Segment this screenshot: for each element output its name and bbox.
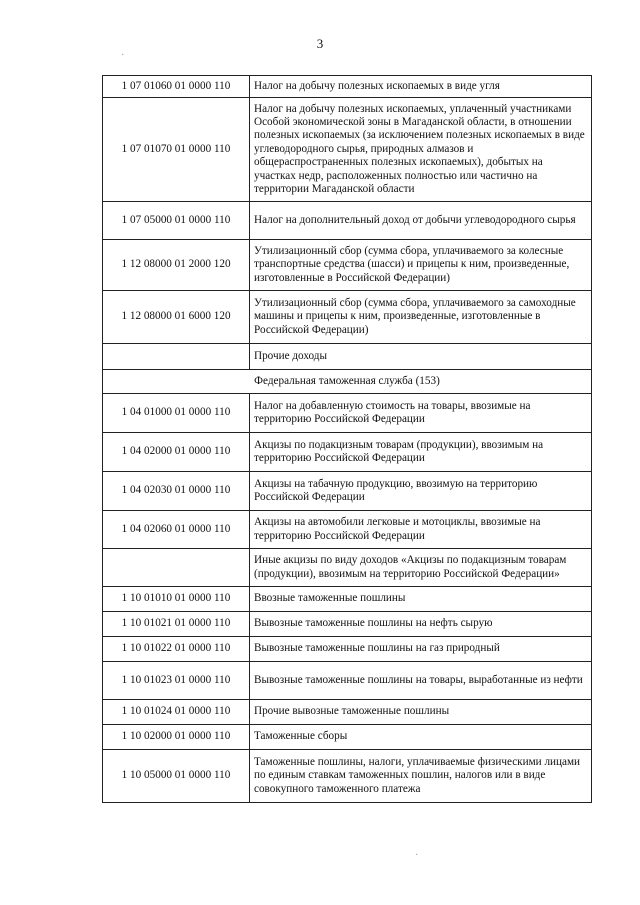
budget-code-cell: 1 10 01024 01 0000 110 bbox=[103, 700, 250, 725]
revenue-description-cell: Прочие вывозные таможенные пошлины bbox=[250, 700, 592, 725]
budget-code-cell: 1 04 02000 01 0000 110 bbox=[103, 433, 250, 472]
revenue-description-cell: Вывозные таможенные пошлины на товары, выработанные из нефти bbox=[250, 662, 592, 700]
table-row bbox=[103, 394, 592, 433]
budget-code-cell: 1 10 05000 01 0000 110 bbox=[103, 750, 250, 803]
section-title: Федеральная таможенная служба (153) bbox=[103, 370, 592, 394]
scan-speck: · bbox=[415, 850, 419, 861]
budget-code-cell: 1 12 08000 01 2000 120 bbox=[103, 240, 250, 291]
revenue-description-cell: Вывозные таможенные пошлины на нефть сырую bbox=[250, 612, 592, 637]
budget-code-cell: 1 10 01010 01 0000 110 bbox=[103, 587, 250, 612]
table-row bbox=[103, 472, 592, 511]
revenue-description-cell: Налог на добычу полезных ископаемых, уплаченный участниками Особой экономической зоны в Магаданской области, в отношении полезных ископаемых (за исключением полезных ископаемых в виде углеводородного сырья, природных алмазов и общераспространенных полезных ископаемых), добытых на участках недр, расположенных полностью или частично на территории Магаданской области bbox=[250, 98, 592, 202]
table-row bbox=[103, 291, 592, 344]
table-row bbox=[103, 433, 592, 472]
revenue-description-cell: Утилизационный сбор (сумма сбора, уплачиваемого за самоходные машины и прицепы к ним, произведенные, изготовленные в Российской Федерации) bbox=[250, 291, 592, 344]
table-row bbox=[103, 202, 592, 240]
table-row bbox=[103, 549, 592, 587]
revenue-description-cell: Таможенные сборы bbox=[250, 725, 592, 750]
budget-code-cell bbox=[103, 344, 250, 370]
revenue-description-cell: Прочие доходы bbox=[250, 344, 592, 370]
revenue-description-cell: Утилизационный сбор (сумма сбора, уплачиваемого за колесные транспортные средства (шасси) и прицепы к ним, произведенные, изготовленные в Российской Федерации) bbox=[250, 240, 592, 291]
budget-code-cell: 1 10 01021 01 0000 110 bbox=[103, 612, 250, 637]
revenue-description-cell: Акцизы на табачную продукцию, ввозимую на территорию Российской Федерации bbox=[250, 472, 592, 511]
revenue-description-cell: Акцизы по подакцизным товарам (продукции), ввозимым на территорию Российской Федерации bbox=[250, 433, 592, 472]
revenue-description-cell: Налог на добавленную стоимость на товары, ввозимые на территорию Российской Федерации bbox=[250, 394, 592, 433]
table-row bbox=[103, 637, 592, 662]
table-row bbox=[103, 240, 592, 291]
budget-code-cell: 1 10 02000 01 0000 110 bbox=[103, 725, 250, 750]
table-body bbox=[103, 76, 592, 803]
page-number: 3 bbox=[316, 36, 324, 51]
budget-code-cell: 1 04 02060 01 0000 110 bbox=[103, 511, 250, 549]
table-row bbox=[103, 612, 592, 637]
budget-code-cell: 1 04 02030 01 0000 110 bbox=[103, 472, 250, 511]
table-row bbox=[103, 344, 592, 370]
table-row bbox=[103, 76, 592, 98]
table-row bbox=[103, 98, 592, 202]
table-row bbox=[103, 662, 592, 700]
budget-code-cell: 1 07 01070 01 0000 110 bbox=[103, 98, 250, 202]
table-row bbox=[103, 700, 592, 725]
revenue-description-cell: Вывозные таможенные пошлины на газ природный bbox=[250, 637, 592, 662]
revenue-description-cell: Таможенные пошлины, налоги, уплачиваемые физическими лицами по единым ставкам таможенных пошлин, налогов или в виде совокупного таможенного платежа bbox=[250, 750, 592, 803]
budget-code-cell bbox=[103, 549, 250, 587]
table-row bbox=[103, 750, 592, 803]
revenue-description-cell: Налог на добычу полезных ископаемых в виде угля bbox=[250, 76, 592, 98]
budget-code-cell: 1 10 01022 01 0000 110 bbox=[103, 637, 250, 662]
budget-codes-table bbox=[102, 75, 592, 803]
revenue-description-cell: Иные акцизы по виду доходов «Акцизы по подакцизным товарам (продукции), ввозимым на территорию Российской Федерации» bbox=[250, 549, 592, 587]
budget-code-cell: 1 12 08000 01 6000 120 bbox=[103, 291, 250, 344]
revenue-description-cell: Акцизы на автомобили легковые и мотоциклы, ввозимые на территорию Российской Федерации bbox=[250, 511, 592, 549]
budget-code-cell: 1 07 01060 01 0000 110 bbox=[103, 76, 250, 98]
budget-code-cell: 1 07 05000 01 0000 110 bbox=[103, 202, 250, 240]
budget-code-cell: 1 10 01023 01 0000 110 bbox=[103, 662, 250, 700]
table-row bbox=[103, 587, 592, 612]
section-row bbox=[103, 370, 592, 394]
scan-speck: · bbox=[121, 50, 125, 61]
revenue-description-cell: Ввозные таможенные пошлины bbox=[250, 587, 592, 612]
table-row bbox=[103, 511, 592, 549]
revenue-description-cell: Налог на дополнительный доход от добычи углеводородного сырья bbox=[250, 202, 592, 240]
budget-code-cell: 1 04 01000 01 0000 110 bbox=[103, 394, 250, 433]
table-row bbox=[103, 725, 592, 750]
